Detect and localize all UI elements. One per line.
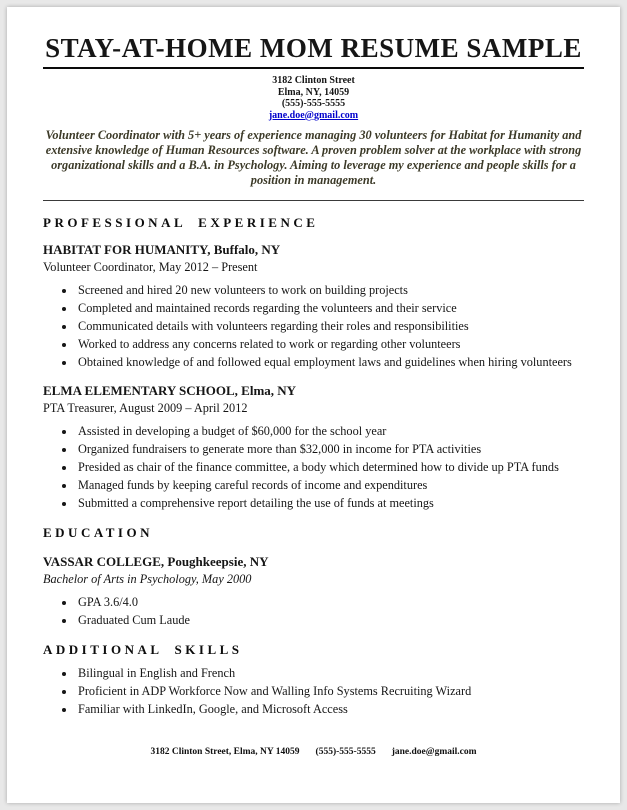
bullet-item: • GPA 3.6/4.0 <box>76 595 584 610</box>
job-entry <box>43 242 584 370</box>
bullet-item: • Worked to address any concerns related to work or regarding other volunteers <box>76 337 584 352</box>
bullet-item: • Communicated details with volunteers regarding their roles and responsibilities <box>76 319 584 334</box>
bullet-item: • Familiar with LinkedIn, Google, and Microsoft Access <box>76 702 584 717</box>
contact-block <box>43 75 584 121</box>
education-heading: EDUCATION <box>43 525 153 540</box>
bullet-item: • Screened and hired 20 new volunteers to work on building projects <box>76 283 584 298</box>
bullet-item: • Assisted in developing a budget of $60,000 for the school year <box>76 424 584 439</box>
job-entry <box>43 383 584 511</box>
bullet-item: • Bilingual in English and French <box>76 666 584 681</box>
footer-email: jane.doe@gmail.com <box>391 747 477 757</box>
bullet-item: • Presided as chair of the finance committee, a body which determined how to divide up PTA funds <box>76 460 584 475</box>
contact-email-link[interactable]: jane.doe@gmail.com <box>268 109 359 121</box>
bullet-item: • Completed and maintained records regarding the volunteers and their service <box>76 301 584 316</box>
bullet-item: • Submitted a comprehensive report detailing the use of funds at meetings <box>76 496 584 511</box>
school-name: VASSAR COLLEGE, Poughkeepsie, NY <box>43 554 269 569</box>
footer-address: 3182 Clinton Street, Elma, NY 14059 <box>150 747 300 757</box>
bullet-item: • Managed funds by keeping careful records of income and expenditures <box>76 478 584 493</box>
page-footer <box>7 747 620 757</box>
bullet-item: • Proficient in ADP Workforce Now and Walling Info Systems Recruiting Wizard <box>76 684 584 699</box>
bullet-item: • Graduated Cum Laude <box>76 613 584 628</box>
title-divider <box>43 67 584 69</box>
summary-paragraph: Volunteer Coordinator with 5+ years of experience managing 30 volunteers for Habitat for Humanity and extensive knowledge of Human Resources software. A proven problem solver at the workplace with strong organizational skills and a B.A. in Psychology. Aiming to leverage my experience and people skills for a position in management. <box>45 128 582 187</box>
resume-page <box>7 7 620 803</box>
skills-section <box>43 642 584 717</box>
contact-city: Elma, NY, 14059 <box>277 86 350 98</box>
bullet-item: • Organized fundraisers to generate more than $32,000 in income for PTA activities <box>76 442 584 457</box>
bullet-list <box>43 666 584 717</box>
page-title: STAY-AT-HOME MOM RESUME SAMPLE <box>45 33 582 63</box>
skills-heading: ADDITIONAL SKILLS <box>43 642 243 657</box>
footer-phone: (555)-555-5555 <box>315 747 376 757</box>
bullet-list <box>43 424 584 511</box>
bullet-list <box>43 283 584 370</box>
experience-section <box>43 215 584 511</box>
employer-name: ELMA ELEMENTARY SCHOOL, Elma, NY <box>43 383 297 398</box>
job-role: Volunteer Coordinator, May 2012 – Present <box>43 260 258 274</box>
employer-name: HABITAT FOR HUMANITY, Buffalo, NY <box>43 242 281 257</box>
job-role: PTA Treasurer, August 2009 – April 2012 <box>43 401 248 415</box>
education-section <box>43 525 584 628</box>
summary-divider <box>43 200 584 201</box>
experience-heading: PROFESSIONAL EXPERIENCE <box>43 215 319 230</box>
contact-phone: (555)-555-5555 <box>281 98 346 109</box>
bullet-list <box>43 595 584 628</box>
degree-line: Bachelor of Arts in Psychology, May 2000 <box>43 572 252 586</box>
bullet-item: • Obtained knowledge of and followed equal employment laws and guidelines when hiring volunteers <box>76 355 584 370</box>
contact-address: 3182 Clinton Street <box>272 75 355 86</box>
